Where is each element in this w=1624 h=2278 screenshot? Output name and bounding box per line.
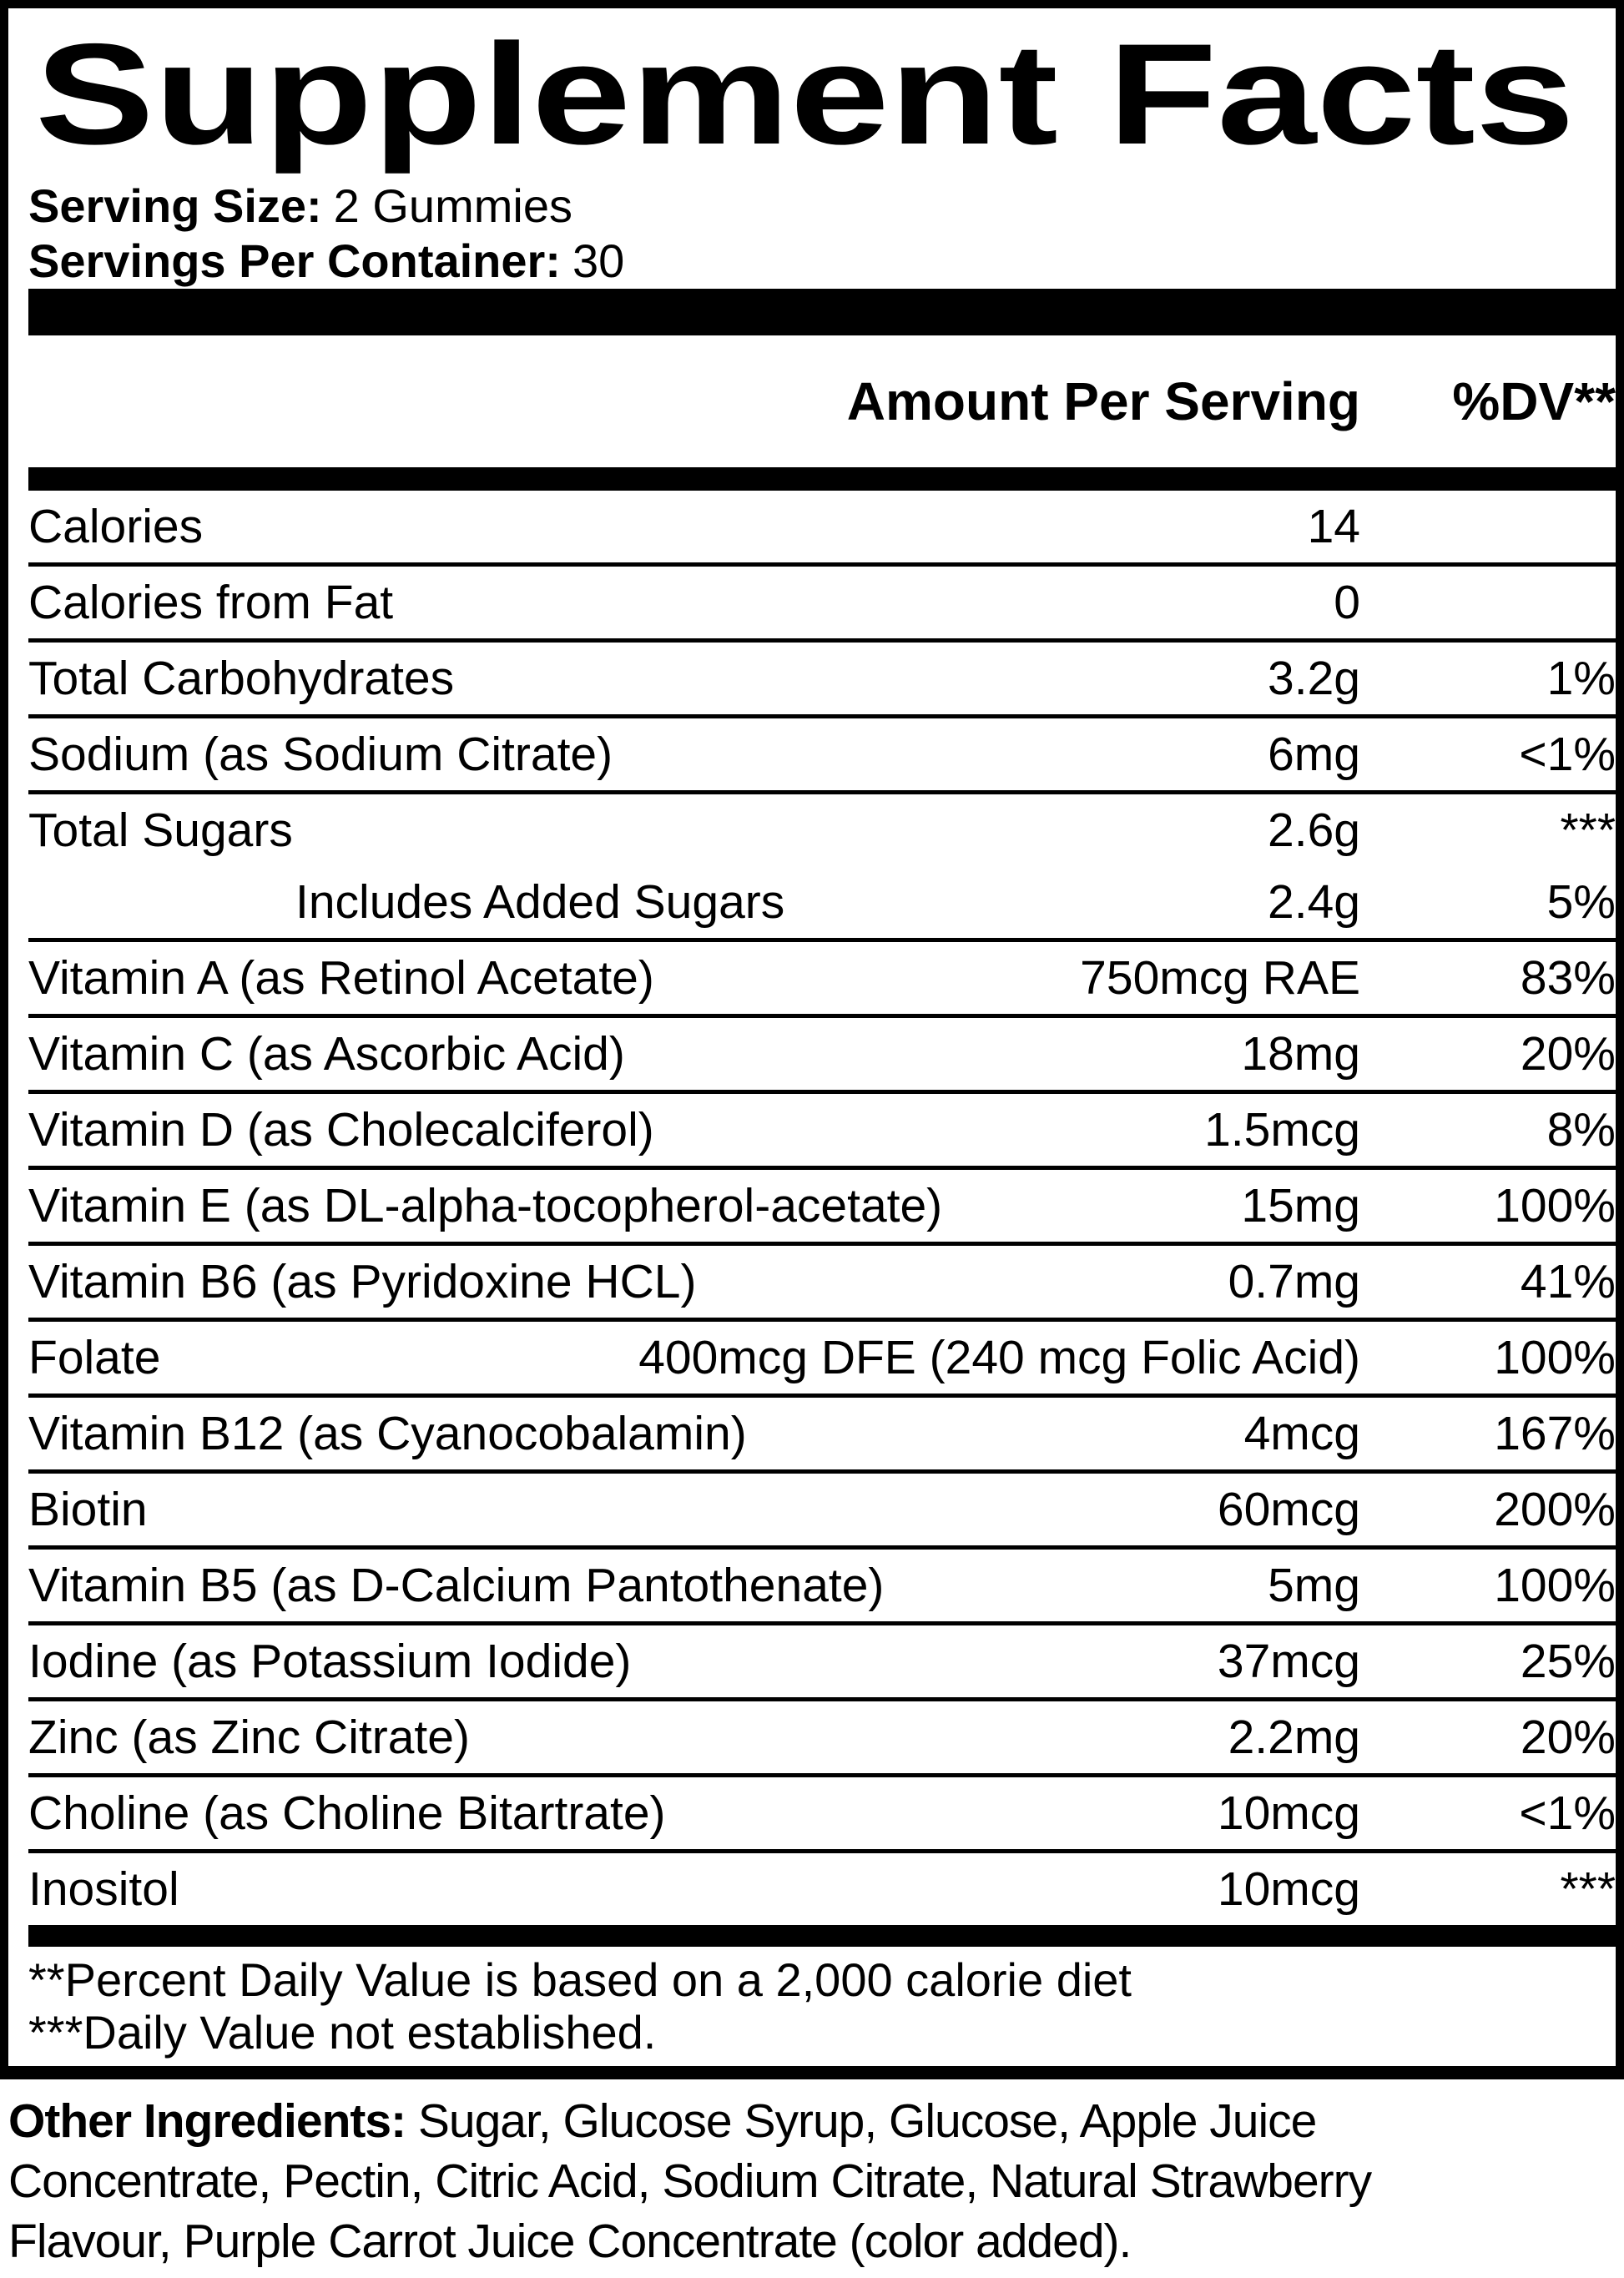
table-row (28, 1394, 1616, 1469)
divider-bar-medium-top (28, 467, 1616, 491)
nutrient-name: Folate (28, 1331, 161, 1384)
other-ingredients-line (8, 2091, 1624, 2151)
nutrient-dv: 167% (1494, 1407, 1616, 1460)
nutrient-sub-dv: 5% (1546, 875, 1616, 929)
nutrient-name: Choline (as Choline Bitartrate) (28, 1787, 666, 1840)
nutrient-line (28, 1018, 1616, 1090)
table-row (28, 1469, 1616, 1545)
divider-bar-thick (28, 289, 1616, 335)
nutrient-dv: 20% (1520, 1027, 1616, 1081)
nutrient-line (28, 643, 1616, 714)
nutrient-sub-line (28, 866, 1616, 938)
nutrient-amount: 5mg (1268, 1559, 1360, 1612)
nutrient-name: Iodine (as Potassium Iodide) (28, 1635, 632, 1688)
nutrient-name: Calories from Fat (28, 576, 394, 629)
nutrient-amount: 0 (1334, 576, 1360, 629)
other-ingredients-line: Concentrate, Pectin, Citric Acid, Sodium Citrate, Natural Strawberry (8, 2155, 1372, 2208)
table-row (28, 1242, 1616, 1318)
nutrient-line (28, 794, 1616, 866)
servings-per-container-line (28, 234, 1616, 289)
table-row (28, 491, 1616, 562)
table-row (28, 638, 1616, 714)
serving-size-label: Serving Size: (28, 179, 322, 232)
nutrient-line (28, 718, 1616, 790)
nutrient-amount: 400mcg DFE (240 mcg Folic Acid) (638, 1331, 1360, 1384)
nutrient-name: Biotin (28, 1483, 148, 1536)
nutrient-amount: 14 (1307, 500, 1360, 553)
nutrient-line (28, 1550, 1616, 1621)
nutrient-amount: 10mcg (1217, 1787, 1360, 1840)
nutrient-line (28, 1246, 1616, 1318)
nutrient-name: Vitamin A (as Retinol Acetate) (28, 951, 654, 1005)
nutrient-amount: 1.5mcg (1204, 1103, 1360, 1157)
nutrient-amount: 0.7mg (1228, 1255, 1360, 1308)
amount-per-serving-header: Amount Per Serving (846, 371, 1360, 431)
nutrient-line (28, 1398, 1616, 1469)
nutrient-name: Total Sugars (28, 804, 293, 857)
table-row (28, 1545, 1616, 1621)
nutrient-dv: 83% (1520, 951, 1616, 1005)
nutrient-amount: 3.2g (1268, 652, 1360, 705)
nutrient-line (28, 1701, 1616, 1773)
table-row (28, 938, 1616, 1014)
table-row (28, 1849, 1616, 1925)
nutrient-dv: 25% (1520, 1635, 1616, 1688)
facts-rows (28, 491, 1616, 1925)
nutrient-name: Vitamin B12 (as Cyanocobalamin) (28, 1407, 747, 1460)
nutrient-dv: *** (1560, 804, 1616, 857)
nutrient-line (28, 1853, 1616, 1925)
table-row (28, 1697, 1616, 1773)
footnote-percent-dv: **Percent Daily Value is based on a 2,000 calorie diet (28, 1953, 1132, 2006)
footnotes (28, 1947, 1616, 2059)
nutrient-name: Calories (28, 500, 204, 553)
nutrient-amount: 15mg (1241, 1179, 1360, 1232)
nutrient-name: Total Carbohydrates (28, 652, 455, 705)
table-row (28, 790, 1616, 938)
nutrient-line (28, 1322, 1616, 1394)
percent-dv-header: %DV** (1452, 371, 1616, 431)
nutrient-name: Sodium (as Sodium Citrate) (28, 728, 613, 781)
nutrient-line (28, 1777, 1616, 1849)
nutrient-line (28, 1170, 1616, 1242)
nutrient-amount: 2.2mg (1228, 1711, 1360, 1764)
nutrient-dv: *** (1560, 1862, 1616, 1916)
nutrient-name: Vitamin C (as Ascorbic Acid) (28, 1027, 625, 1081)
nutrient-dv: 8% (1546, 1103, 1616, 1157)
nutrient-name: Vitamin E (as DL-alpha-tocopherol-acetate) (28, 1179, 943, 1232)
nutrient-amount: 4mcg (1243, 1407, 1360, 1460)
table-row (28, 1621, 1616, 1697)
nutrient-line (28, 942, 1616, 1014)
nutrient-dv: <1% (1519, 1787, 1616, 1840)
nutrient-dv: 200% (1494, 1483, 1616, 1536)
servings-per-container-value: 30 (572, 234, 625, 287)
nutrient-dv: 100% (1494, 1559, 1616, 1612)
other-ingredients-line: Flavour, Purple Carrot Juice Concentrate (color added). (8, 2215, 1132, 2268)
nutrient-amount: 60mcg (1217, 1483, 1360, 1536)
divider-bar-medium-bottom (28, 1925, 1616, 1947)
nutrient-amount: 10mcg (1217, 1862, 1360, 1916)
serving-size-line (28, 179, 1616, 234)
nutrient-line (28, 1474, 1616, 1545)
nutrient-dv: 100% (1494, 1179, 1616, 1232)
table-row (28, 1166, 1616, 1242)
panel-title (28, 18, 1614, 179)
other-ingredients-text: Sugar, Glucose Syrup, Glucose, Apple Juice (406, 2094, 1317, 2148)
nutrient-amount: 6mg (1268, 728, 1360, 781)
nutrient-line (28, 567, 1616, 638)
nutrient-name: Vitamin D (as Cholecalciferol) (28, 1103, 654, 1157)
nutrient-amount: 37mcg (1217, 1635, 1360, 1688)
nutrient-dv: 1% (1546, 652, 1616, 705)
nutrient-name: Inositol (28, 1862, 179, 1916)
nutrient-amount: 750mcg RAE (1080, 951, 1360, 1005)
other-ingredients-label: Other Ingredients: (8, 2094, 406, 2148)
nutrient-dv: 41% (1520, 1255, 1616, 1308)
table-row (28, 562, 1616, 638)
panel-content (8, 179, 1616, 2059)
footnote-dv-not-established: ***Daily Value not established. (28, 2006, 657, 2059)
nutrient-name: Zinc (as Zinc Citrate) (28, 1711, 470, 1764)
nutrient-sub-name: Includes Added Sugars (295, 875, 785, 929)
nutrient-dv: <1% (1519, 728, 1616, 781)
table-row (28, 1090, 1616, 1166)
nutrient-line (28, 1094, 1616, 1166)
nutrient-dv: 100% (1494, 1331, 1616, 1384)
serving-size-value: 2 Gummies (333, 179, 572, 232)
table-row (28, 1014, 1616, 1090)
nutrient-sub-amount: 2.4g (1268, 875, 1360, 929)
table-header-row (28, 335, 1616, 467)
table-row (28, 714, 1616, 790)
table-row (28, 1773, 1616, 1849)
nutrient-amount: 2.6g (1268, 804, 1360, 857)
nutrient-name: Vitamin B5 (as D-Calcium Pantothenate) (28, 1559, 885, 1612)
nutrient-amount: 18mg (1241, 1027, 1360, 1081)
nutrient-name: Vitamin B6 (as Pyridoxine HCL) (28, 1255, 697, 1308)
nutrient-line (28, 491, 1616, 562)
servings-per-container-label: Servings Per Container: (28, 234, 561, 287)
nutrient-line (28, 1625, 1616, 1697)
table-row (28, 1318, 1616, 1394)
other-ingredients (8, 2091, 1624, 2271)
nutrient-dv: 20% (1520, 1711, 1616, 1764)
panel-title-text: Supplement Facts (35, 18, 1575, 174)
